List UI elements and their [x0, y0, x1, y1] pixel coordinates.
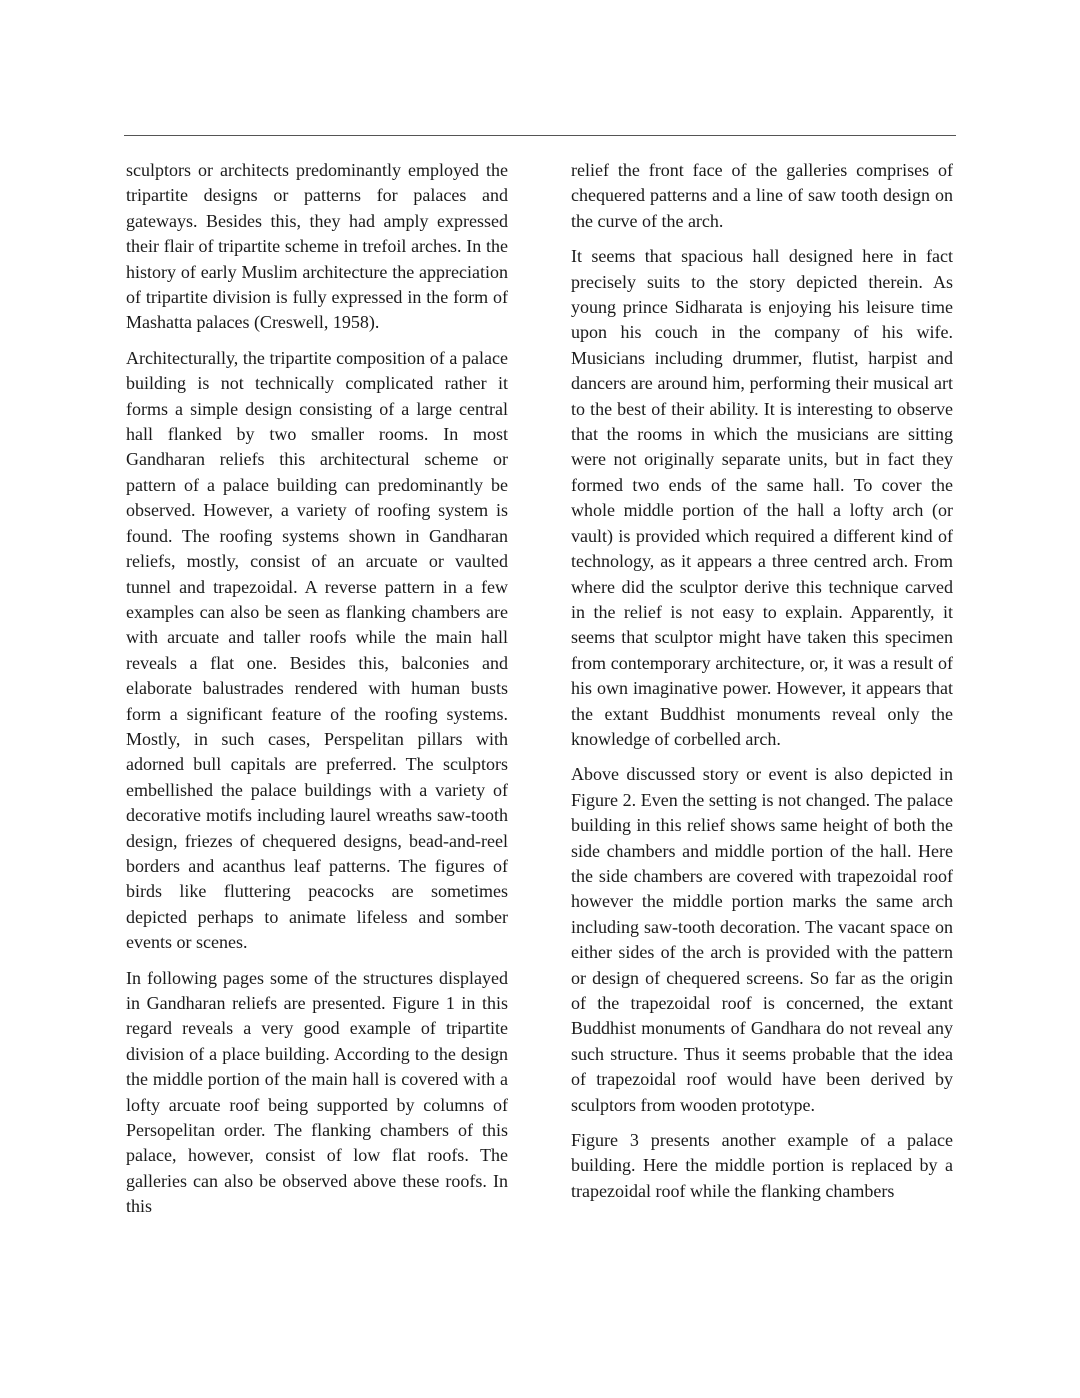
right-column	[571, 158, 953, 1214]
right-paragraph-2: It seems that spacious hall designed here in fact precisely suits to the story depicted therein. As young prince Sidharata is enjoying his leisure time upon his couch in the company of his wife. Musicians including drummer, flutist, harpist and dancers are around him, performing their musical art to the best of their ability. It is interesting to observe that the rooms in which the musicians are sitting were not originally separate units, but in fact they formed two ends of the same hall. To cover the whole middle portion of the hall a lofty arch (or vault) is provided which required a different kind of technology, as it appears a three centred arch. From where did the sculptor derive this technique carved in the relief is not easy to explain. Apparently, it seems that sculptor might have taken this specimen from contemporary architecture, or, it was a result of his own imaginative power. However, it appears that the extant Buddhist monuments reveal only the knowledge of corbelled arch.	[571, 246, 953, 749]
right-paragraph-1: relief the front face of the galleries comprises of chequered patterns and a line of saw tooth design on the curve of the arch.	[571, 160, 953, 231]
left-column	[126, 158, 508, 1230]
left-paragraph-1: sculptors or architects predominantly employed the tripartite designs or patterns for palaces and gateways. Besides this, they had amply expressed their flair of tripartite scheme in trefoil arches. In the history of early Muslim architecture the appreciation of tripartite division is fully expressed in the form of Mashatta palaces (Creswell, 1958).	[126, 160, 508, 333]
right-paragraph-3: Above discussed story or event is also depicted in Figure 2. Even the setting is not changed. The palace building in this relief shows same height of both the side chambers and middle portion of the hall. Here the side chambers are covered with trapezoidal roof however the middle portion marks the same arch including saw-tooth decoration. The vacant space on either sides of the arch is provided with the pattern or design of chequered screens. So far as the origin of the trapezoidal roof is concerned, the extant Buddhist monuments of Gandhara do not reveal any such structure. Thus it seems probable that the idea of trapezoidal roof would have been derived by sculptors from wooden prototype.	[571, 764, 953, 1115]
left-paragraph-3: In following pages some of the structures displayed in Gandharan reliefs are presented. Figure 1 in this regard reveals a very good example of tripartite division of a place building. According to the design the middle portion of the main hall is covered with a lofty arcuate roof being supported by columns of Persopelitan order. The flanking chambers of this palace, however, consist of low flat roofs. The galleries can also be observed above these roofs. In this	[126, 967, 508, 1217]
left-paragraph-2: Architecturally, the tripartite composition of a palace building is not technically complicated rather it forms a simple design consisting of a large central hall flanked by two smaller rooms. In most Gandharan reliefs this architectural scheme or pattern of a palace building can predominantly be observed. However, a variety of roofing system is found. The roofing systems shown in Gandharan reliefs, mostly, consist of an arcuate or vaulted tunnel and trapezoidal. A reverse pattern in a few examples can also be seen as flanking chambers are with arcuate and taller roofs while the main hall reveals a flat one. Besides this, balconies and elaborate balustrades rendered with human busts form a significant feature of the roofing systems. Mostly, in such cases, Perspelitan pillars with adorned bull capitals are preferred. The sculptors embellished the palace buildings with a variety of decorative motifs including laurel wreaths saw-tooth design, friezes of chequered designs, bead-and-reel borders and acanthus leaf patterns. The figures of birds like fluttering peacocks are sometimes depicted perhaps to animate lifeless and somber events or scenes.	[126, 347, 508, 953]
right-paragraph-4: Figure 3 presents another example of a palace building. Here the middle portion is replaced by a trapezoidal roof while the flanking chambers	[571, 1130, 953, 1201]
header-rule	[124, 135, 956, 136]
